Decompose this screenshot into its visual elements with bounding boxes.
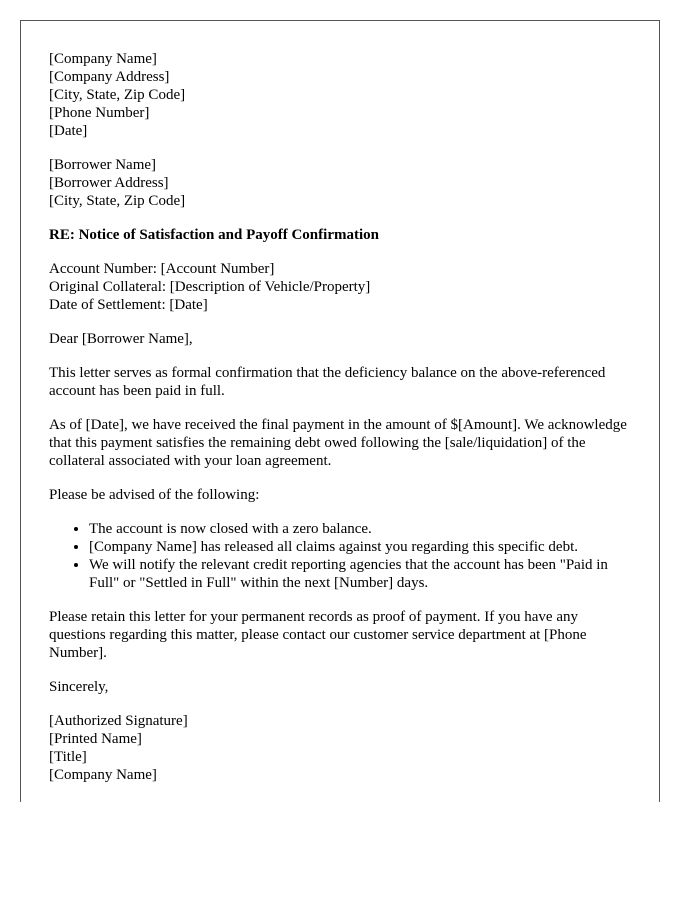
signature-block: [49, 712, 631, 784]
recipient-name: [Borrower Name]: [49, 157, 157, 173]
letter-page: [20, 20, 660, 802]
recipient-address: [Borrower Address]: [49, 175, 169, 191]
advisory-list: [49, 520, 631, 592]
list-item: • We will notify the relevant credit reporting agencies that the account has been "Paid in Full" or "Settled in Full" within the next [Number] days.: [89, 556, 631, 592]
list-item: • [Company Name] has released all claims against you regarding this specific debt.: [89, 538, 631, 556]
signer-title: [Title]: [49, 749, 87, 765]
settlement-date: Date of Settlement: [Date]: [49, 297, 208, 313]
original-collateral: Original Collateral: [Description of Vehicle/Property]: [49, 279, 371, 295]
sender-company-name: [Company Name]: [49, 51, 157, 67]
paragraph-retain-records: Please retain this letter for your permanent records as proof of payment. If you have any questions regarding this matter, please contact our customer service department at [Phone Number].: [49, 609, 587, 661]
paragraph-confirmation: This letter serves as formal confirmation that the deficiency balance on the above-referenced account has been paid in full.: [49, 365, 606, 399]
account-info-block: [49, 260, 631, 314]
sender-city-state-zip: [City, State, Zip Code]: [49, 87, 186, 103]
sender-address-block: [49, 50, 631, 140]
subject-line: RE: Notice of Satisfaction and Payoff Confirmation: [49, 227, 379, 243]
sender-company-address: [Company Address]: [49, 69, 170, 85]
letter-date: [Date]: [49, 123, 88, 139]
sender-phone: [Phone Number]: [49, 105, 150, 121]
authorized-signature: [Authorized Signature]: [49, 713, 188, 729]
paragraph-payment-details: As of [Date], we have received the final payment in the amount of $[Amount]. We acknowledge that this payment satisfies the remaining debt owed following the [sale/liquidation] of the collateral associated with your loan agreement.: [49, 417, 627, 469]
account-number: Account Number: [Account Number]: [49, 261, 275, 277]
printed-name: [Printed Name]: [49, 731, 142, 747]
recipient-city-state-zip: [City, State, Zip Code]: [49, 193, 186, 209]
salutation: Dear [Borrower Name],: [49, 331, 193, 347]
list-item: • The account is now closed with a zero balance.: [89, 520, 631, 538]
recipient-address-block: [49, 156, 631, 210]
closing: Sincerely,: [49, 679, 109, 695]
paragraph-advisory-intro: Please be advised of the following:: [49, 487, 260, 503]
signer-company: [Company Name]: [49, 767, 157, 783]
